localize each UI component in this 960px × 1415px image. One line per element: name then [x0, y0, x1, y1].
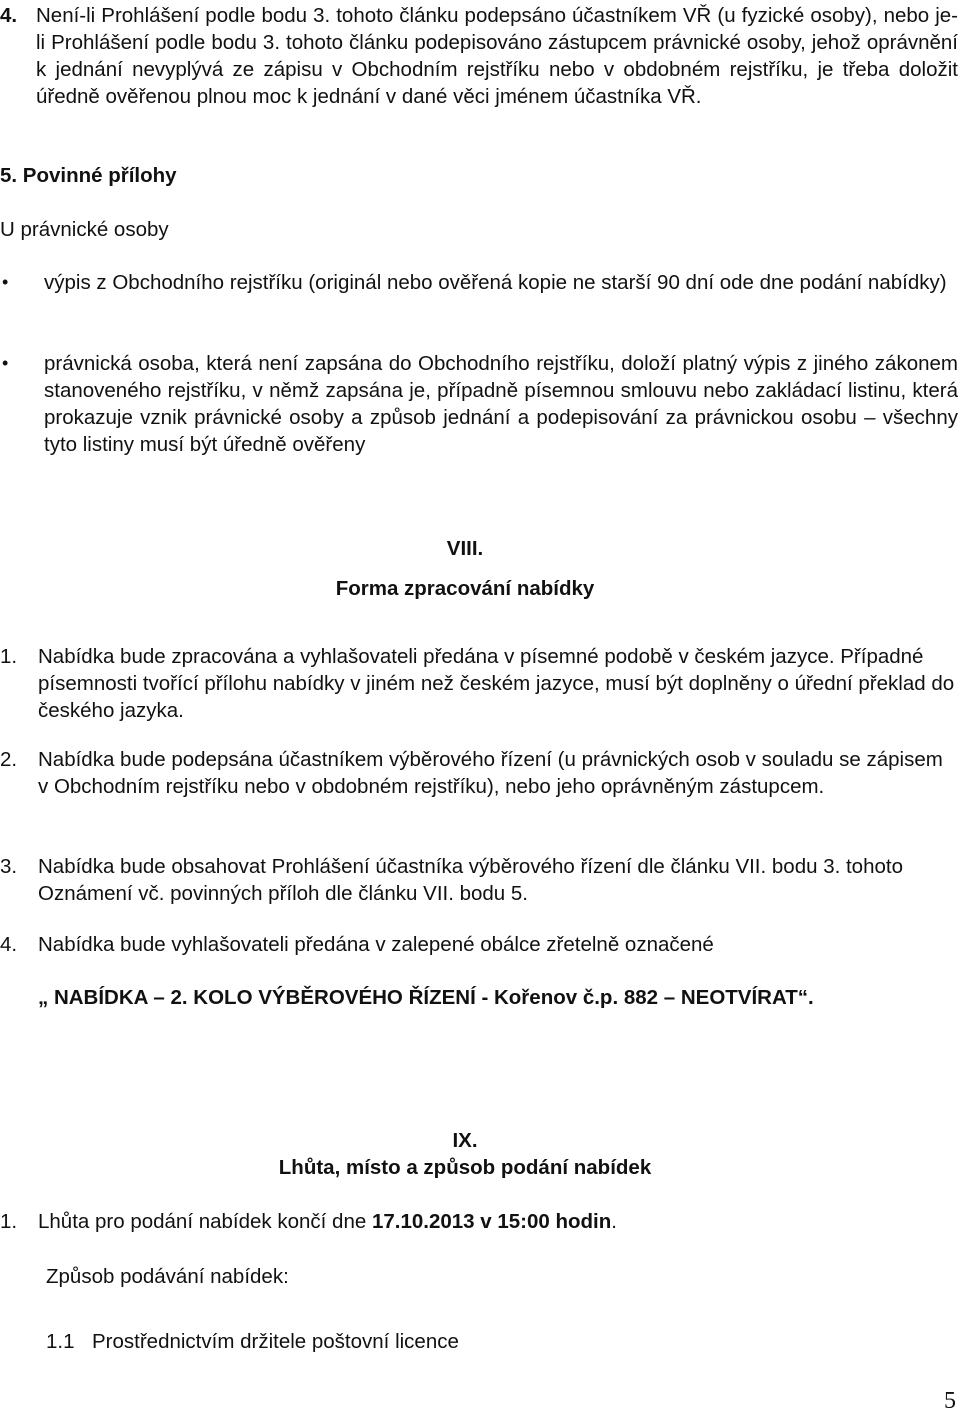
section-9-number: IX.: [452, 1129, 478, 1152]
list-item: [0, 746, 958, 800]
list-item: [0, 643, 958, 724]
submission-method-label: Způsob podávání nabídek:: [46, 1265, 289, 1288]
list-item: [0, 269, 958, 296]
section-5-heading: 5. Povinné přílohy: [0, 164, 177, 187]
list-item-number: 1.: [0, 645, 18, 668]
item-4-number: 4.: [0, 4, 18, 27]
list-item-number: 4.: [0, 933, 18, 956]
bullet-text: právnická osoba, která není zapsána do Obchodního rejstříku, doloží platný výpis z jiného zákonem stanoveného rejstříku, v němž zapsána je, případně písemnou smlouvu nebo zakládací listinu, která prokazuje vznik právnické osoby a způsob jednání a podepisování za právnickou osobu – všechny tyto listiny musí být úředně ověřeny: [44, 352, 958, 456]
list-item: [0, 931, 958, 958]
list-item-text: Nabídka bude zpracována a vyhlašovateli předána v písemné podobě v českém jazyce. Případné písemnosti tvořící přílohu nabídky v jiném než českém jazyce, musí být doplněny o úřední překlad do českého jazyka.: [38, 645, 955, 722]
subitem-number: 1.1: [46, 1330, 75, 1353]
subitem-text: Prostřednictvím držitele poštovní licence: [92, 1330, 459, 1353]
bullet-icon: •: [2, 272, 9, 292]
item-4-text: Není-li Prohlášení podle bodu 3. tohoto článku podepsáno účastníkem VŘ (u fyzické osoby), nebo je-li Prohlášení podle bodu 3. tohoto článku podepisováno zástupcem právnické osoby, jehož oprávnění k jednání nevyplývá ze zápisu v Obchodním rejstříku nebo v obdobném rejstříku, je třeba doložit úředně ověřenou plnou moc k jednání v dané věci jménem účastníka VŘ.: [36, 4, 958, 108]
envelope-label: „ NABÍDKA – 2. KOLO VÝBĚROVÉHO ŘÍZENÍ - Kořenov č.p. 882 – NEOTVÍRAT“.: [38, 986, 814, 1009]
list-item: [0, 853, 958, 907]
section-9-title: Lhůta, místo a způsob podání nabídek: [278, 1156, 652, 1179]
bullet-icon: •: [2, 353, 9, 373]
list-item-text: Nabídka bude vyhlašovateli předána v zalepené obálce zřetelně označené: [38, 933, 714, 956]
list-item-number: 1.: [0, 1210, 18, 1233]
list-item: [0, 1208, 958, 1235]
list-item-text: Nabídka bude podepsána účastníkem výběrového řízení (u právnických osob v souladu se zápisem v Obchodním rejstříku nebo v obdobném rejstříku), nebo jeho oprávněným zástupcem.: [38, 748, 943, 798]
deadline-text: [38, 1208, 958, 1235]
deadline-prefix: Lhůta pro podání nabídek končí dne: [38, 1210, 372, 1233]
list-item-number: 2.: [0, 748, 18, 771]
section-8-number: VIII.: [446, 537, 484, 560]
list-item-number: 3.: [0, 855, 18, 878]
page-number: 5: [944, 1388, 956, 1414]
list-item: [0, 350, 958, 458]
section-8-title: Forma zpracování nabídky: [335, 577, 595, 600]
item-4-paragraph: [0, 2, 958, 110]
bullet-text: výpis z Obchodního rejstříku (originál nebo ověřená kopie ne starší 90 dní ode dne podání nabídky): [44, 271, 947, 294]
deadline-suffix: .: [611, 1210, 617, 1233]
section-5-subheading: U právnické osoby: [0, 218, 169, 241]
deadline-date: 17.10.2013 v 15:00 hodin: [371, 1210, 612, 1233]
list-item-text: Nabídka bude obsahovat Prohlášení účastníka výběrového řízení dle článku VII. bodu 3. tohoto Oznámení vč. povinných příloh dle článku VII. bodu 5.: [38, 855, 903, 905]
